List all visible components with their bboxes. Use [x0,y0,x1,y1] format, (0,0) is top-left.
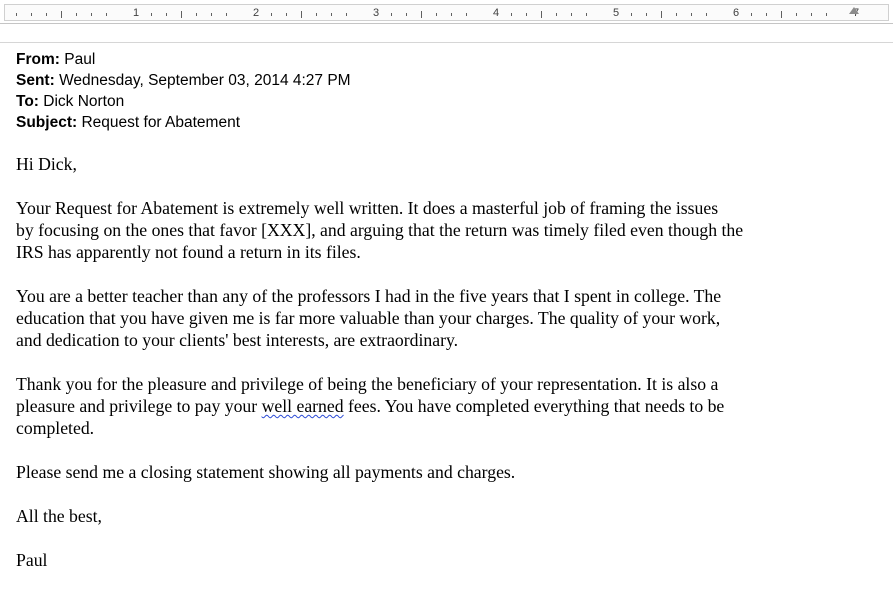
ruler-tick [796,13,797,16]
paragraph-2-line-1: You are a better teacher than any of the professors I had in the five years that I spent in college. The [16,286,722,306]
ruler-tick [391,13,392,16]
ruler-tick [676,13,677,16]
ruler-tick [346,13,347,16]
closing [16,505,886,527]
ruler-tick [271,13,272,16]
to-line [16,91,351,112]
sent-label: Sent: [16,72,55,89]
right-indent-marker[interactable] [849,7,859,14]
email-body[interactable] [16,153,886,593]
ruler-number: 3 [372,7,380,19]
ruler-number: 2 [252,7,260,19]
ruler-tick [556,13,557,16]
ruler-tick [406,13,407,16]
ruler-tick [646,13,647,16]
paragraph-3-line-3: completed. [16,418,95,438]
ruler-tick [691,13,692,16]
to-value: Dick Norton [43,93,125,110]
ruler-tick [226,13,227,16]
ruler-number: 7 [852,7,860,19]
email-header [16,49,351,133]
paragraph-3 [16,373,886,439]
signature [16,549,886,571]
paragraph-2-line-2: education that you have given me is far more valuable than your charges. The quality of your work, [16,308,721,328]
sent-value: Wednesday, September 03, 2014 4:27 PM [59,72,351,89]
from-line [16,49,351,70]
from-label: From: [16,51,60,68]
paragraph-3-line-1: Thank you for the pleasure and privilege of being the beneficiary of your representation. It is also a [16,374,719,394]
ruler-tick [16,13,17,16]
ruler-tick [91,13,92,16]
ruler-half-tick [421,11,422,18]
to-label: To: [16,93,39,110]
subject-value: Request for Abatement [81,114,241,131]
paragraph-2-line-3: and dedication to your clients' best interests, are extraordinary. [16,330,459,350]
paragraph-1-line-1: Your Request for Abatement is extremely well written. It does a masterful job of framing the issues [16,198,719,218]
ruler-tick [526,13,527,16]
ruler-tick [436,13,437,16]
ruler-tick [211,13,212,16]
ruler-tick [316,13,317,16]
ruler-half-tick [781,11,782,18]
ruler-tick [586,13,587,16]
ruler-half-tick [541,11,542,18]
ruler-number: 5 [612,7,620,19]
ruler-half-tick [181,11,182,18]
ruler-tick [166,13,167,16]
subject-line [16,112,351,133]
ruler-tick [151,13,152,16]
from-value: Paul [64,51,96,68]
ruler-tick [826,13,827,16]
ruler-tick [331,13,332,16]
ruler-number: 1 [132,7,140,19]
ruler-tick [286,13,287,16]
paragraph-3-line-2-start: pleasure and privilege to pay your [16,396,262,416]
ruler-tick [571,13,572,16]
ruler-strip [4,4,889,21]
ruler-tick [811,13,812,16]
ruler-half-tick [61,11,62,18]
greeting-text: Hi Dick, [16,154,77,174]
closing-text: All the best, [16,506,102,526]
greeting [16,153,886,175]
paragraph-4 [16,461,886,483]
ruler-tick [76,13,77,16]
ruler-tick [196,13,197,16]
ruler-tick [106,13,107,16]
sent-line [16,70,351,91]
ruler-tick [466,13,467,16]
ruler-tick [511,13,512,16]
ruler-number: 4 [492,7,500,19]
signature-text: Paul [16,550,48,570]
document-top-edge [0,42,893,43]
paragraph-4-text: Please send me a closing statement showing all payments and charges. [16,462,516,482]
ruler-tick [706,13,707,16]
ruler-half-tick [661,11,662,18]
ruler-tick [46,13,47,16]
paragraph-1-line-2: by focusing on the ones that favor [XXX], and arguing that the return was timely filed even though the [16,220,744,240]
subject-label: Subject: [16,114,78,131]
paragraph-2 [16,285,886,351]
horizontal-ruler[interactable] [0,0,893,24]
ruler-tick [631,13,632,16]
ruler-tick [751,13,752,16]
paragraph-1-line-3: IRS has apparently not found a return in its files. [16,242,361,262]
ruler-tick [451,13,452,16]
spelling-flagged-text[interactable]: well earned [261,396,344,416]
ruler-tick [766,13,767,16]
ruler-half-tick [301,11,302,18]
paragraph-1 [16,197,886,263]
paragraph-3-line-2-end: fees. You have completed everything that needs to be [343,396,725,416]
ruler-number: 6 [732,7,740,19]
ruler-tick [31,13,32,16]
